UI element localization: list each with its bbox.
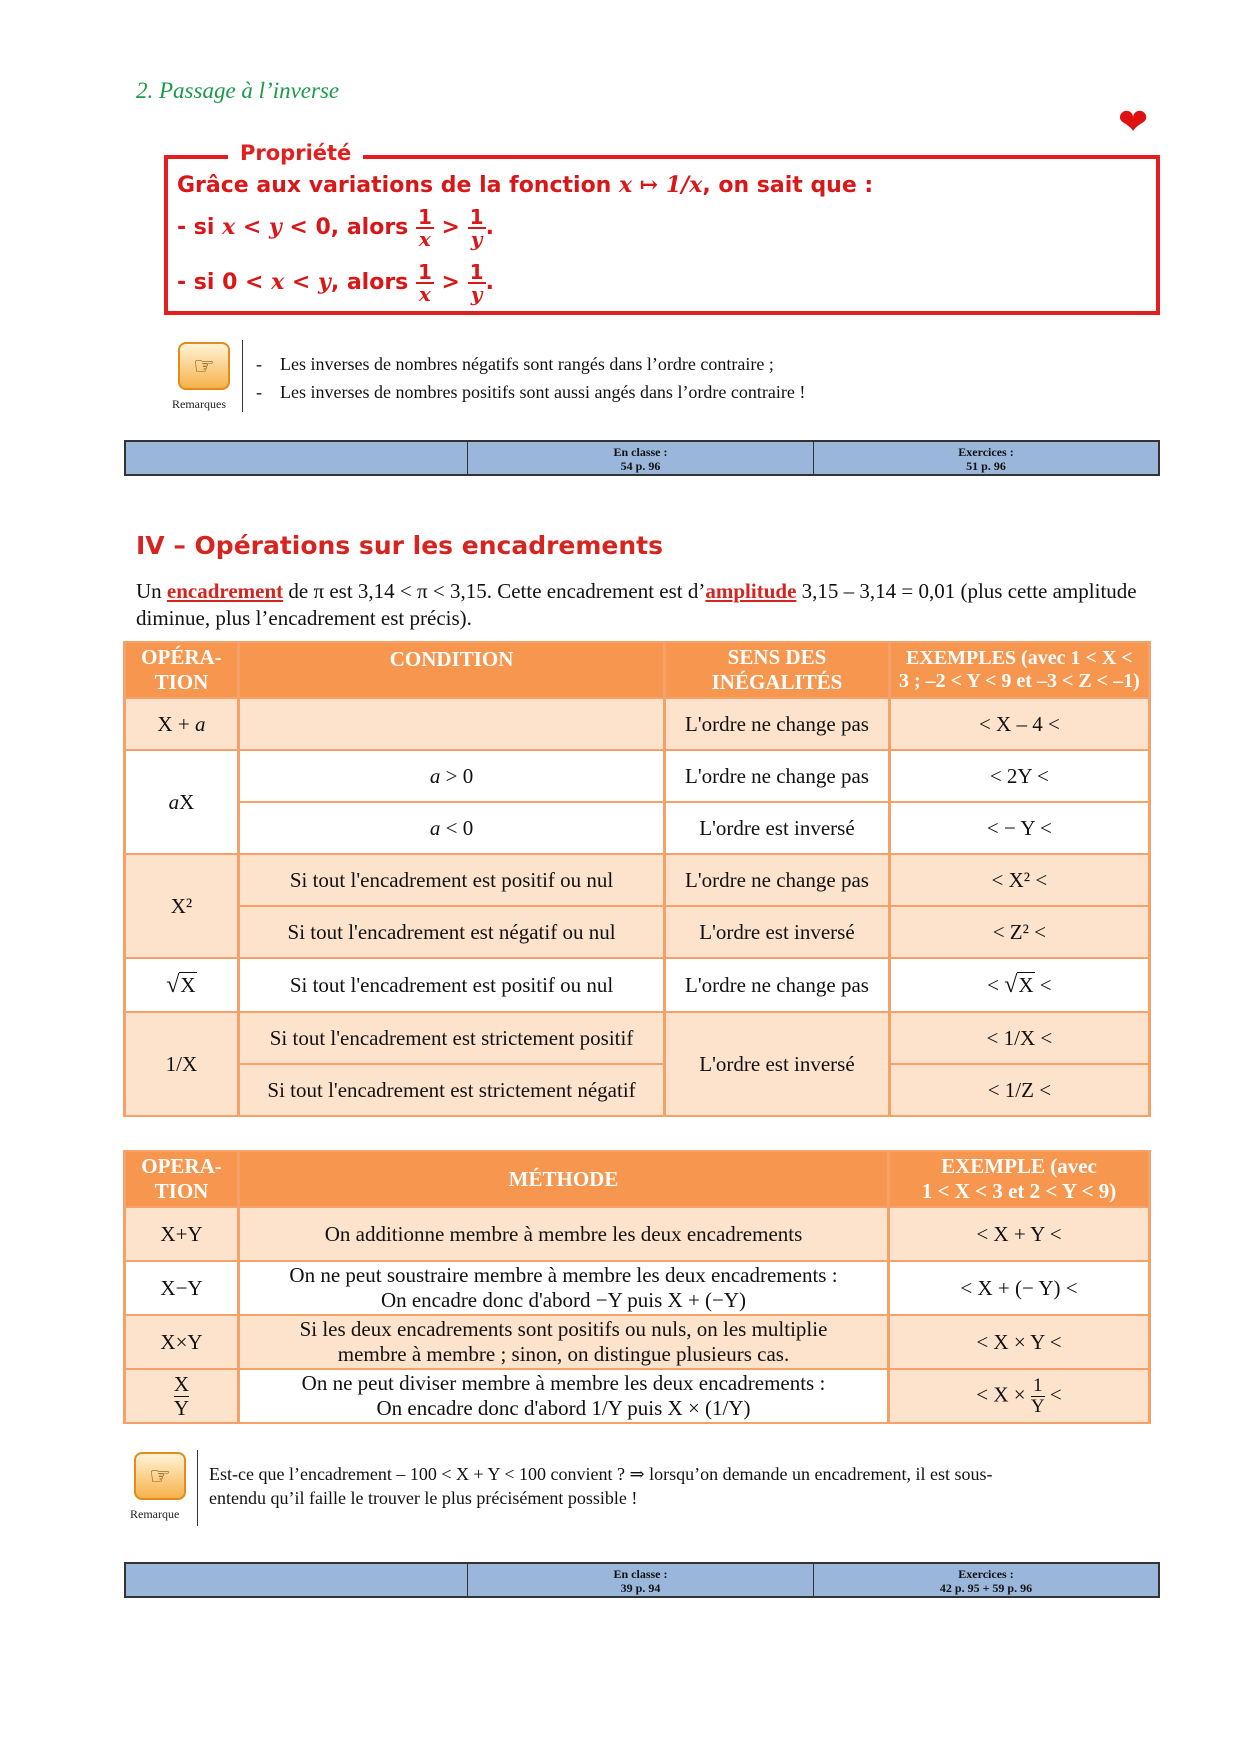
example-cell: < Z² <	[891, 907, 1148, 957]
section-heading: IV – Opérations sur les encadrements	[136, 531, 664, 560]
remark-label: Remarques	[172, 397, 226, 411]
remark-hand-icon: ☞	[178, 342, 230, 390]
method-cell: On additionne membre à membre les deux encadrements	[240, 1208, 887, 1260]
header-sens: SENS DES INÉGALITÉS	[666, 643, 888, 697]
example-cell: < 1/X <	[891, 1013, 1148, 1063]
op-cell: X−Y	[126, 1262, 237, 1314]
table-row	[126, 1316, 1148, 1368]
cond-cell	[240, 699, 663, 749]
op-cell: $\frac{X}{Y}$	[126, 1370, 237, 1422]
example-cell: < X – 4 <	[891, 699, 1148, 749]
term-amplitude: amplitude	[705, 579, 797, 603]
remark-divider	[242, 340, 243, 412]
table-row	[126, 1262, 1148, 1314]
intro-paragraph: Un encadrement de π est 3,14 < π < 3,15. Cette encadrement est d’amplitude 3,15 – 3,14 = 0,01 (plus cette amplitude diminue, plus l’encadrement est précis).	[136, 579, 1137, 630]
cond-cell: Si tout l'encadrement est strictement positif	[240, 1013, 663, 1063]
exercise-bar	[124, 1562, 1160, 1598]
table-row	[126, 1065, 1148, 1115]
property-title: Propriété	[228, 141, 363, 165]
table-row	[126, 803, 1148, 853]
cond-cell: Si tout l'encadrement est strictement négatif	[240, 1065, 663, 1115]
property-line-2: - si x < y < 0, alors $\frac{1}{x}$ > $\frac{1}{y}$ .	[177, 205, 494, 251]
cond-cell: a > 0	[240, 751, 663, 801]
op-cell: X×Y	[126, 1316, 237, 1368]
fraction-1-over-y: $\frac{1}{y}$	[469, 205, 484, 251]
cond-cell: Si tout l'encadrement est positif ou nul	[240, 855, 663, 905]
remark-text-line-2: entendu qu’il faille le trouver le plus précisément possible !	[209, 1488, 638, 1508]
table-row	[126, 1013, 1148, 1063]
sens-cell: L'ordre ne change pas	[666, 959, 888, 1011]
cond-cell: Si tout l'encadrement est positif ou nul	[240, 959, 663, 1011]
op-cell: X²	[126, 855, 237, 957]
example-cell: < X + (− Y) <	[890, 1262, 1148, 1314]
cond-cell: Si tout l'encadrement est négatif ou nul	[240, 907, 663, 957]
fraction-1-over-x: $\frac{1}{x}$	[417, 205, 432, 251]
example-cell: < 2Y <	[891, 751, 1148, 801]
op-cell: X + a	[126, 699, 237, 749]
exercise-bar-blank	[126, 442, 468, 474]
header-exemple: EXEMPLE (avec 1 < X < 3 et 2 < Y < 9)	[890, 1152, 1148, 1206]
term-encadrement: encadrement	[166, 579, 284, 603]
cond-cell: a < 0	[240, 803, 663, 853]
example-cell: < X² <	[891, 855, 1148, 905]
operations-table	[123, 641, 1151, 1117]
method-cell: Si les deux encadrements sont positifs ou nuls, on les multiplie membre à membre ; sinon, on distingue plusieurs cas.	[240, 1316, 887, 1368]
methods-table	[123, 1150, 1151, 1424]
exercises-cell: Exercices : 42 p. 95 + 59 p. 96	[939, 1567, 1033, 1595]
table-row	[126, 751, 1148, 801]
table-row	[126, 1208, 1148, 1260]
fraction-1-over-x: $\frac{1}{x}$	[417, 260, 432, 306]
header-methode: MÉTHODE	[240, 1152, 887, 1206]
fraction-1-over-y: $\frac{1}{y}$	[469, 260, 484, 306]
exercises-cell: Exercices : 51 p. 96	[958, 445, 1014, 473]
method-cell: On ne peut soustraire membre à membre les deux encadrements : On encadre donc d'abord −Y puis X + (−Y)	[240, 1262, 887, 1314]
remark-divider	[197, 1450, 198, 1526]
example-cell: < X × $\frac{1}{Y}$ <	[890, 1370, 1148, 1422]
example-cell: < √X <	[891, 959, 1148, 1011]
example-cell: < X × Y <	[890, 1316, 1148, 1368]
sens-cell: L'ordre ne change pas	[666, 855, 888, 905]
table-row	[126, 855, 1148, 905]
header-operation: OPÉRA- TION	[126, 643, 237, 697]
math-function: x ↦ 1/x	[619, 172, 703, 198]
heart-icon: ❤	[1118, 102, 1149, 142]
sens-cell: L'ordre est inversé	[666, 803, 888, 853]
header-condition: CONDITION	[240, 643, 663, 697]
property-line-1: Grâce aux variations de la fonction x ↦ 1/x, on sait que :	[177, 172, 874, 198]
in-class-cell: En classe : 39 p. 94	[468, 1564, 814, 1596]
table-header-row	[126, 1152, 1148, 1206]
sens-cell: L'ordre ne change pas	[666, 751, 888, 801]
sqrt-icon: √	[1004, 971, 1018, 998]
table-row	[126, 1370, 1148, 1422]
remark-item: - Les inverses de nombres négatifs sont rangés dans l’ordre contraire ;	[256, 354, 774, 374]
table-header-row	[126, 643, 1148, 697]
remark-item: - Les inverses de nombres positifs sont aussi angés dans l’ordre contraire !	[256, 382, 806, 402]
exercise-bar	[124, 440, 1160, 476]
op-cell: aX	[126, 751, 237, 853]
table-row	[126, 699, 1148, 749]
exercise-bar-blank	[126, 1564, 468, 1596]
sens-cell: L'ordre est inversé	[666, 1013, 888, 1115]
example-cell: < X + Y <	[890, 1208, 1148, 1260]
method-cell: On ne peut diviser membre à membre les deux encadrements : On encadre donc d'abord 1/Y puis X × (1/Y)	[240, 1370, 887, 1422]
in-class-cell: En classe : 54 p. 96	[468, 442, 814, 474]
header-operation: OPERA- TION	[126, 1152, 237, 1206]
table-row	[126, 907, 1148, 957]
header-exemples: EXEMPLES (avec 1 < X < 3 ; –2 < Y < 9 et –3 < Z < –1)	[891, 643, 1148, 697]
property-line-3: - si 0 < x < y, alors $\frac{1}{x}$ > $\frac{1}{y}$ .	[177, 260, 494, 306]
sens-cell: L'ordre est inversé	[666, 907, 888, 957]
op-cell: X+Y	[126, 1208, 237, 1260]
remark-label: Remarque	[130, 1507, 180, 1521]
op-cell: 1/X	[126, 1013, 237, 1115]
table-row	[126, 959, 1148, 1011]
example-cell: < − Y <	[891, 803, 1148, 853]
sqrt-icon: √	[166, 971, 180, 998]
op-cell: √X	[126, 959, 237, 1011]
section-title: 2. Passage à l’inverse	[136, 78, 340, 103]
remark-hand-icon: ☞	[134, 1452, 186, 1500]
remark-text-line-1: Est-ce que l’encadrement – 100 < X + Y < 100 convient ? ⇒ lorsqu’on demande un encadrement, il est sous-	[209, 1464, 993, 1484]
sens-cell: L'ordre ne change pas	[666, 699, 888, 749]
example-cell: < 1/Z <	[891, 1065, 1148, 1115]
